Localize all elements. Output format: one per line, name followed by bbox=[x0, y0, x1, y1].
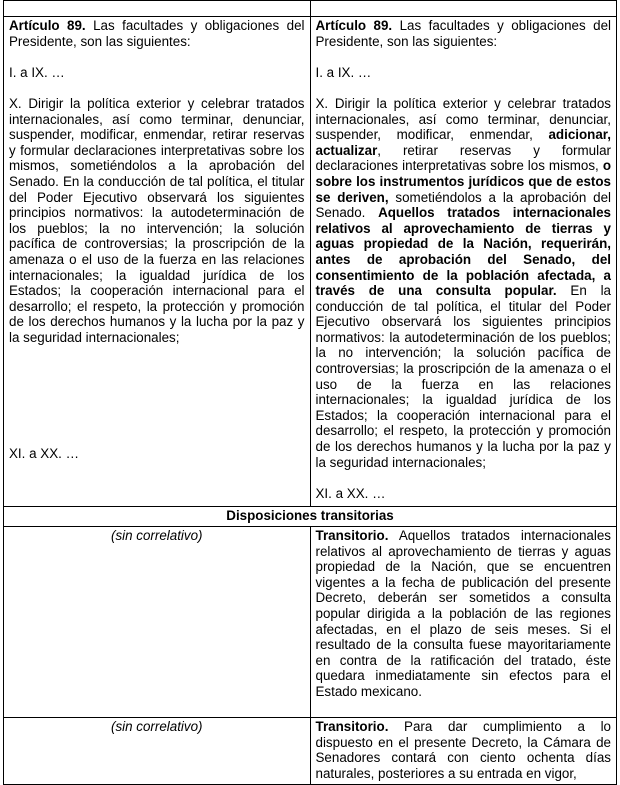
fraction-x-added-2: o sobre los instrumentos jurídicos que de estos se deriven, bbox=[315, 158, 611, 205]
transitory-text-cell bbox=[310, 527, 617, 718]
transitory-row bbox=[4, 527, 617, 718]
current-text-cell bbox=[4, 17, 311, 507]
header-left-cell bbox=[4, 1, 311, 17]
fraction-x: X. Dirigir la política exterior y celebrar tratados internacionales, así como terminar, denunciar, suspender, modificar, enmendar, retirar reservas y formular declaraciones interpretativas sobre los mismos, sometiéndolos a la aprobación del Senado. En la conducción de tal política, el titular del Poder Ejecutivo observará los siguientes principios normativos: la autodeterminación de los pueblos; la no intervención; la solución pacífica de controversias; la proscripción de la amenaza o el uso de la fuerza en las relaciones internacionales; la igualdad jurídica de los Estados; la cooperación internacional para el desarrollo; el respeto, la protección y promoción de los derechos humanos y la lucha por la paz y la seguridad internacionales; bbox=[9, 95, 305, 345]
fraction-range-2: XI. a XX. … bbox=[315, 485, 386, 501]
header-right-cell bbox=[310, 1, 617, 17]
table-header-row bbox=[4, 1, 617, 17]
fraction-x bbox=[316, 96, 612, 470]
article-row bbox=[4, 17, 617, 507]
proposed-text-cell bbox=[310, 17, 617, 507]
article-intro: Las facultades y obligaciones del Presidente, son las siguientes: bbox=[315, 18, 611, 49]
transitory-title: Transitorio. bbox=[315, 719, 389, 735]
transitory-paragraph bbox=[316, 719, 612, 781]
no-correlative-cell: (sin correlativo) bbox=[4, 527, 311, 718]
comparison-table bbox=[3, 0, 617, 785]
fraction-range-2: XI. a XX. … bbox=[9, 446, 79, 462]
fraction-range-1: I. a IX. … bbox=[9, 64, 65, 80]
transitory-title: Transitorio. bbox=[315, 528, 389, 543]
article-title: Artículo 89. bbox=[9, 18, 86, 33]
section-heading-row bbox=[4, 507, 617, 527]
transitory-text: Para dar cumplimiento a lo dispuesto en el presente Decreto, la Cámara de Senadores contará con ciento ochenta días naturales, posteriores a su entrada en vigor, bbox=[315, 719, 611, 781]
article-heading bbox=[9, 18, 305, 49]
fraction-x-text-4: En la conducción de tal política, el titular del Poder Ejecutivo observará los siguientes principios normativos: la autodeterminación de los pueblos; la no intervención; la solución pacífica de controversias; la proscripción de la amenaza o el uso de la fuerza en las relaciones internacionales; la igualdad jurídica de los Estados; la cooperación internacional para el desarrollo; el respeto, la protección y promoción de los derechos humanos y la lucha por la paz y la seguridad internacionales; bbox=[315, 283, 611, 470]
section-title: Disposiciones transitorias bbox=[4, 507, 617, 527]
fraction-x-added-3: Aquellos tratados internacionales relativos al aprovechamiento de tierras y aguas propiedad de la Nación, requerirán, antes de aprobación del Senado, del consentimiento de la población afectada, a través de una consulta popular. bbox=[315, 205, 611, 299]
fraction-x-text-2: , retirar reservas y formular declaraciones interpretativas sobre los mismos, bbox=[315, 142, 611, 174]
article-heading bbox=[316, 18, 612, 49]
fraction-x-text-3: sometiéndolos a la aprobación del Senado. bbox=[315, 189, 612, 221]
fraction-range-1: I. a IX. … bbox=[315, 64, 372, 80]
fraction-x-text-1: X. Dirigir la política exterior y celebrar tratados internacionales, así como terminar, denunciar, suspender, modificar, enmendar, bbox=[315, 95, 611, 143]
article-intro: Las facultades y obligaciones del Presidente, son las siguientes: bbox=[9, 18, 305, 49]
no-correlative-cell: (sin correlativo) bbox=[4, 718, 311, 784]
transitory-text: Aquellos tratados internacionales relativos al aprovechamiento de tierras y aguas propiedad de la Nación, que se encuentren vigentes a la fecha de publicación del presente Decreto, deberán ser sometidos a consulta popular dirigida a la población de las regiones afectadas, en el plazo de seis meses. Si el resultado de la consulta fuese mayoritariamente en contra de la ratificación del tratado, éste quedara inmediatamente sin efectos para el Estado mexicano. bbox=[315, 528, 611, 699]
article-title: Artículo 89. bbox=[315, 18, 393, 33]
transitory-paragraph bbox=[316, 528, 612, 700]
fraction-x-added-1: adicionar, actualizar bbox=[315, 127, 611, 158]
